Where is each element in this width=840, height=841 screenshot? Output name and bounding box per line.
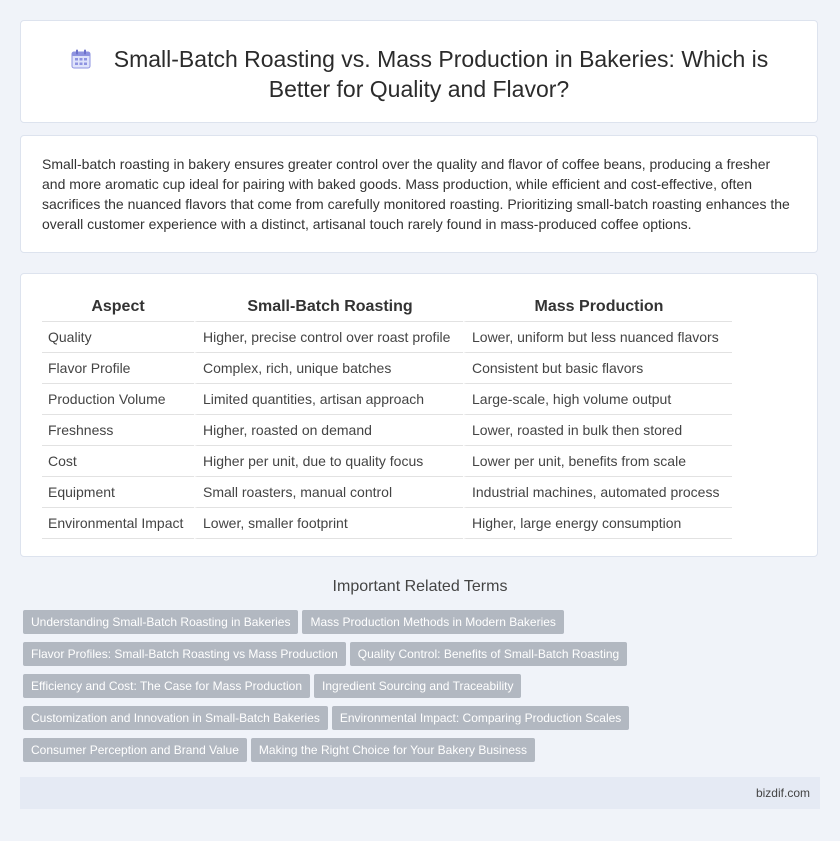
column-header-aspect: Aspect xyxy=(42,294,194,322)
table-cell: Higher per unit, due to quality focus xyxy=(194,446,463,477)
table-cell: Limited quantities, artisan approach xyxy=(194,384,463,415)
table-cell: Lower, roasted in bulk then stored xyxy=(463,415,732,446)
table-cell: Large-scale, high volume output xyxy=(463,384,732,415)
related-term-tag[interactable]: Efficiency and Cost: The Case for Mass Production xyxy=(23,674,310,698)
calendar-icon xyxy=(70,47,92,69)
table-row xyxy=(42,353,732,384)
comparison-table-card xyxy=(20,273,818,557)
related-term-tag[interactable]: Environmental Impact: Comparing Production Scales xyxy=(332,706,629,730)
related-term-tag[interactable]: Flavor Profiles: Small-Batch Roasting vs Mass Production xyxy=(23,642,346,666)
table-cell: Quality xyxy=(42,322,194,353)
table-row xyxy=(42,446,732,477)
related-terms-list xyxy=(23,610,823,770)
table-header-row xyxy=(42,294,732,322)
comparison-table xyxy=(42,294,732,539)
table-row xyxy=(42,384,732,415)
footer xyxy=(20,777,820,809)
related-terms-heading: Important Related Terms xyxy=(332,578,508,595)
intro-card xyxy=(20,135,818,253)
table-row xyxy=(42,415,732,446)
column-header-small-batch: Small-Batch Roasting xyxy=(194,294,463,322)
table-cell: Industrial machines, automated process xyxy=(463,477,732,508)
table-cell: Higher, precise control over roast profile xyxy=(194,322,463,353)
table-cell: Small roasters, manual control xyxy=(194,477,463,508)
table-cell: Higher, roasted on demand xyxy=(194,415,463,446)
table-cell: Consistent but basic flavors xyxy=(463,353,732,384)
footer-site-link[interactable]: bizdif.com xyxy=(755,786,810,800)
table-row xyxy=(42,322,732,353)
related-term-tag[interactable]: Mass Production Methods in Modern Bakeries xyxy=(302,610,563,634)
related-term-tag[interactable]: Making the Right Choice for Your Bakery Business xyxy=(251,738,535,762)
column-header-mass-production: Mass Production xyxy=(463,294,732,322)
title-card xyxy=(20,20,818,123)
table-cell: Complex, rich, unique batches xyxy=(194,353,463,384)
table-cell: Flavor Profile xyxy=(42,353,194,384)
table-row xyxy=(42,477,732,508)
table-cell: Environmental Impact xyxy=(42,508,194,539)
page-title xyxy=(61,44,777,104)
table-cell: Lower, uniform but less nuanced flavors xyxy=(463,322,732,353)
related-term-tag[interactable]: Quality Control: Benefits of Small-Batch Roasting xyxy=(350,642,627,666)
related-term-tag[interactable]: Ingredient Sourcing and Traceability xyxy=(314,674,521,698)
related-term-tag[interactable]: Consumer Perception and Brand Value xyxy=(23,738,247,762)
table-row xyxy=(42,508,732,539)
table-cell: Equipment xyxy=(42,477,194,508)
table-cell: Freshness xyxy=(42,415,194,446)
title-text: Small-Batch Roasting vs. Mass Production in Bakeries: Which is Better for Quality and Flavor? xyxy=(113,46,769,102)
table-cell: Cost xyxy=(42,446,194,477)
table-cell: Lower, smaller footprint xyxy=(194,508,463,539)
related-term-tag[interactable]: Customization and Innovation in Small-Batch Bakeries xyxy=(23,706,328,730)
intro-text: Small-batch roasting in bakery ensures greater control over the quality and flavor of coffee beans, producing a fresher and more aromatic cup ideal for pairing with baked goods. Mass production, while efficient and cost-effective, often sacrifices the nuanced flavors that come from carefully monitored roasting. Prioritizing small-batch roasting enhances the overall customer experience with a distinct, artisanal touch rarely found in mass-produced coffee options. xyxy=(42,156,790,232)
table-cell: Higher, large energy consumption xyxy=(463,508,732,539)
table-cell: Production Volume xyxy=(42,384,194,415)
related-term-tag[interactable]: Understanding Small-Batch Roasting in Bakeries xyxy=(23,610,298,634)
table-cell: Lower per unit, benefits from scale xyxy=(463,446,732,477)
